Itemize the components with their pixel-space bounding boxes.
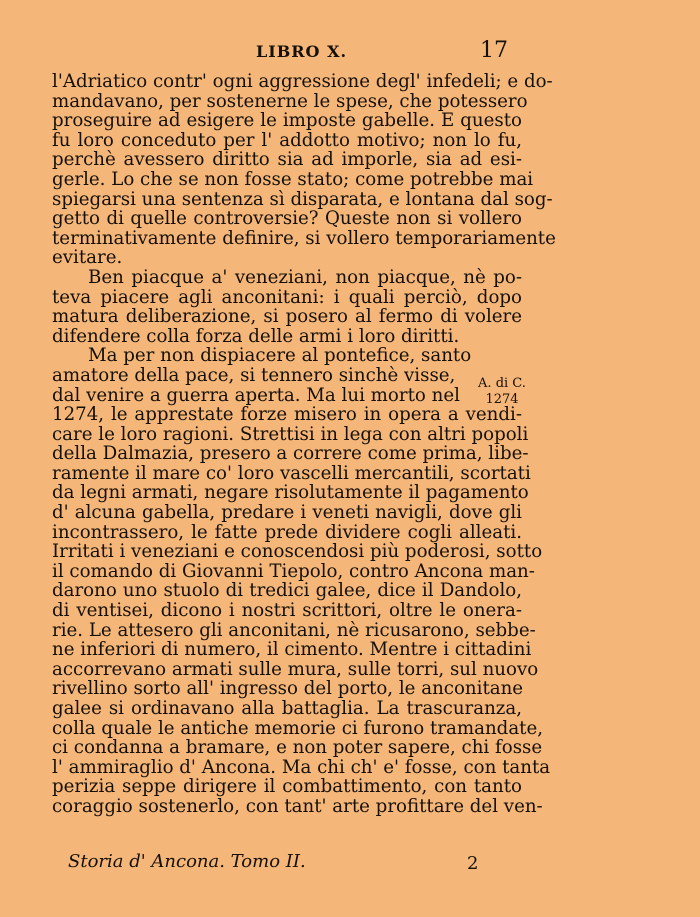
text-line: di ventisei, dicono i nostri scrittori, oltre le onera- bbox=[52, 600, 522, 622]
text-line: l' ammiraglio d' Ancona. Ma chi ch' e' fosse, con tanta bbox=[52, 756, 551, 778]
running-title: LIBRO X. bbox=[256, 42, 348, 61]
text-line: 1274, le apprestate forze misero in opera a vendi- bbox=[52, 404, 522, 426]
page-footer bbox=[0, 851, 700, 875]
text-line: Ma per non dispiacere al pontefice, santo bbox=[88, 345, 472, 367]
text-line: amatore della pace, si tennero sinchè visse, bbox=[52, 364, 456, 386]
text-line: incontrassero, le fatte prede dividere cogli alleati. bbox=[52, 521, 522, 543]
text-line: da legni armati, negare risolutamente il pagamento bbox=[52, 482, 529, 504]
text-line: darono uno stuolo di tredici galee, dice il Dandolo, bbox=[52, 580, 522, 602]
text-line: ne inferiori di numero, il cimento. Mentre i cittadini bbox=[52, 639, 532, 661]
text-line: matura deliberazione, si posero al fermo di volere bbox=[52, 306, 522, 328]
text-line: ramente il mare co' loro vascelli mercantili, scortati bbox=[52, 462, 531, 484]
text-line: rie. Le attesero gli anconitani, nè ricusarono, sebbe- bbox=[52, 619, 536, 641]
text-line: perizia seppe dirigere il combattimento, con tanto bbox=[52, 776, 522, 798]
text-line: care le loro ragioni. Strettisi in lega con altri popoli bbox=[52, 423, 529, 445]
text-line: mandavano, per sostenerne le spese, che potessero bbox=[52, 90, 528, 112]
text-line: della Dalmazia, presero a correre come prima, libe- bbox=[52, 443, 529, 465]
marginal-note-label: A. di C. bbox=[478, 376, 526, 391]
text-line: terminativamente definire, si vollero temporariamente bbox=[52, 227, 556, 249]
body-text bbox=[52, 71, 556, 817]
text-line: getto di quelle controversie? Queste non si vollero bbox=[52, 208, 522, 230]
text-line: Ben piacque a' veneziani, non piacque, nè po- bbox=[88, 266, 522, 288]
text-line: perchè avessero diritto sia ad imporle, sia ad esi- bbox=[52, 149, 522, 171]
text-line: rivellino sorto all' ingresso del porto, le anconitane bbox=[52, 678, 524, 700]
text-line: dal venire a guerra aperta. Ma lui morto nel bbox=[52, 384, 460, 406]
text-line: gerle. Lo che se non fosse stato; come potrebbe mai bbox=[52, 168, 534, 190]
text-line: Irritati i veneziani e conoscendosi più poderosi, sotto bbox=[52, 541, 543, 563]
text-line: spiegarsi una sentenza sì disparata, e lontana dal sog- bbox=[52, 188, 553, 210]
text-line: d' alcuna gabella, predare i veneti navigli, dove gli bbox=[52, 502, 522, 524]
text-line: teva piacere agli anconitani: i quali perciò, dopo bbox=[52, 286, 522, 308]
signature-mark: 2 bbox=[467, 853, 479, 874]
running-head bbox=[0, 38, 700, 68]
text-line: l'Adriatico contr' ogni aggressione degl' infedeli; e do- bbox=[52, 71, 553, 92]
page-number: 17 bbox=[480, 38, 508, 63]
marginal-note bbox=[472, 376, 532, 408]
text-line: ci condanna a bramare, e non poter sapere, chi fosse bbox=[52, 737, 543, 759]
text-line: evitare. bbox=[52, 247, 123, 269]
text-line: proseguire ad esigere le imposte gabelle. E questo bbox=[52, 110, 522, 132]
text-line: colla quale le antiche memorie ci furono tramandate, bbox=[52, 717, 544, 739]
text-line: difendere colla forza delle armi i loro diritti. bbox=[52, 325, 460, 347]
text-line: il comando di Giovanni Tiepolo, contro Ancona man- bbox=[52, 560, 535, 582]
text-line: galee si ordinavano alla battaglia. La trascuranza, bbox=[52, 698, 522, 719]
marginal-note-year: 1274 bbox=[485, 392, 519, 407]
text-line: fu loro conceduto per l' addotto motivo; non lo fu, bbox=[52, 129, 522, 151]
text-line: coraggio sostenerlo, con tant' arte profittare del ven- bbox=[52, 795, 543, 817]
signature-title: Storia d' Ancona. Tomo II. bbox=[68, 851, 306, 872]
text-line: accorrevano armati sulle mura, sulle torri, sul nuovo bbox=[52, 658, 539, 680]
